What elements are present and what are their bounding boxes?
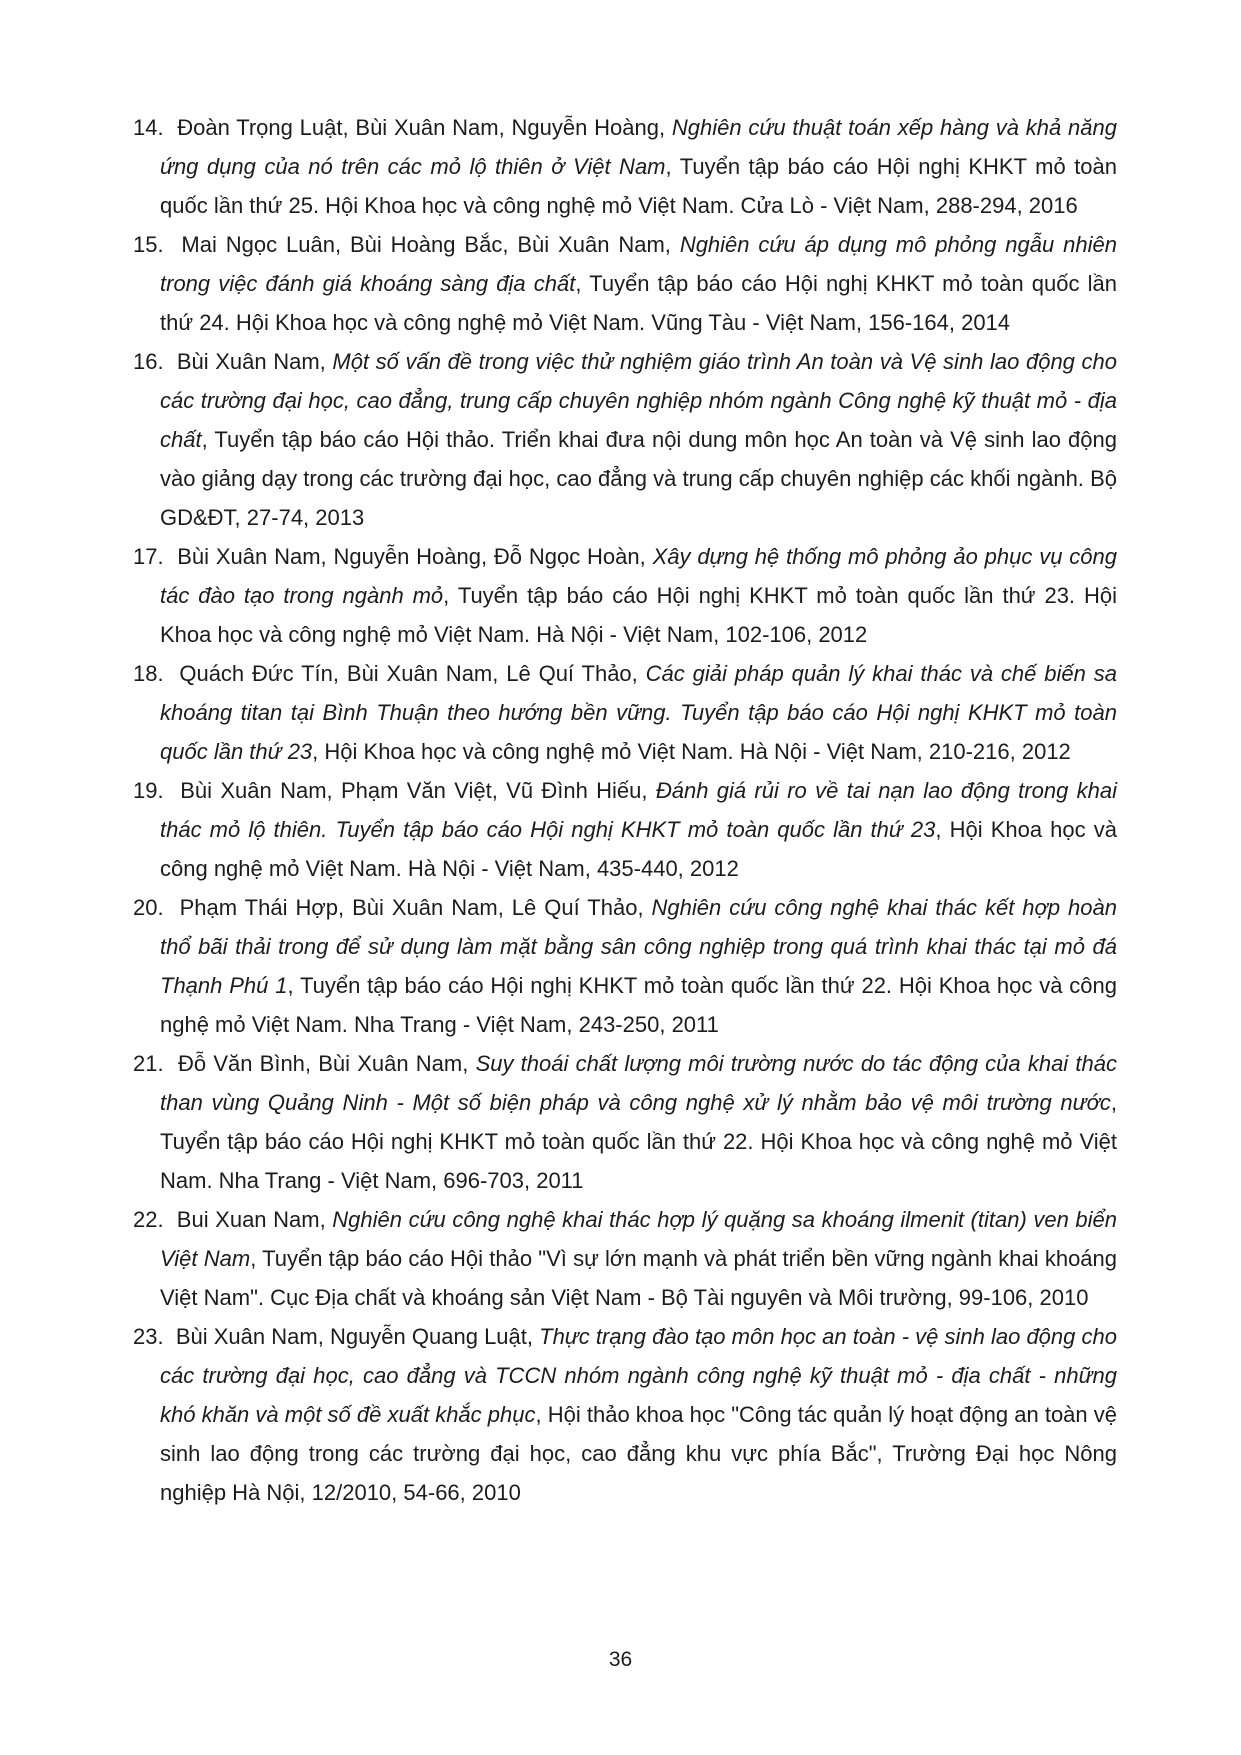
reference-text-segment: Đỗ Văn Bình, Bùi Xuân Nam,	[178, 1051, 476, 1076]
reference-item	[133, 537, 1117, 654]
reference-text-segment: , Tuyển tập báo cáo Hội nghị KHKT mỏ toàn quốc lần thứ 24. Hội Khoa học và công nghệ mỏ Việt Nam. Vũng Tàu - Việt Nam, 156-164, 2014	[160, 271, 1117, 335]
reference-number: 14.	[133, 115, 164, 140]
reference-item	[133, 888, 1117, 1044]
reference-text-segment: Đoàn Trọng Luật, Bùi Xuân Nam, Nguyễn Hoàng,	[177, 115, 672, 140]
reference-text-segment: , Tuyển tập báo cáo Hội nghị KHKT mỏ toàn quốc lần thứ 23. Hội Khoa học và công nghệ mỏ Việt Nam. Hà Nội - Việt Nam, 102-106, 2012	[160, 583, 1117, 647]
reference-item	[133, 225, 1117, 342]
reference-text-segment: Bui Xuan Nam,	[176, 1207, 333, 1232]
reference-number: 21.	[133, 1051, 164, 1076]
reference-text-segment: , Hội Khoa học và công nghệ mỏ Việt Nam. Hà Nội - Việt Nam, 210-216, 2012	[312, 739, 1071, 764]
reference-text-segment: , Tuyển tập báo cáo Hội thảo "Vì sự lớn mạnh và phát triển bền vững ngành khai khoáng Việt Nam". Cục Địa chất và khoáng sản Việt Nam - Bộ Tài nguyên và Môi trường, 99-106, 2010	[160, 1246, 1118, 1310]
reference-title-segment: Nghiên cứu áp dụng mô phỏng ngẫu nhiên trong việc đánh giá khoáng sàng địa chất	[160, 232, 1117, 296]
reference-text-segment: Mai Ngọc Luân, Bùi Hoàng Bắc, Bùi Xuân Nam,	[181, 232, 680, 257]
reference-number: 18.	[133, 661, 164, 686]
reference-text-segment: Quách Đức Tín, Bùi Xuân Nam, Lê Quí Thảo,	[179, 661, 646, 686]
reference-title-segment: Một số vấn đề trong việc thử nghiệm giáo trình An toàn và Vệ sinh lao động cho các trường đại học, cao đẳng, trung cấp chuyên nghiệp nhóm ngành Công nghệ kỹ thuật mỏ - địa chất	[160, 349, 1117, 452]
reference-number: 20.	[133, 895, 164, 920]
reference-number: 16.	[133, 349, 164, 374]
reference-title-segment: Nghiên cứu công nghệ khai thác kết hợp hoàn thổ bãi thải trong để sử dụng làm mặt bằng sân công nghiệp trong quá trình khai thác tại mỏ đá Thạnh Phú 1	[160, 895, 1117, 998]
page-number: 36	[608, 1648, 633, 1671]
reference-title-segment: Nghiên cứu thuật toán xếp hàng và khả năng ứng dụng của nó trên các mỏ lộ thiên ở Việt Nam	[160, 115, 1117, 179]
reference-title-segment: Suy thoái chất lượng môi trường nước do tác động của khai thác than vùng Quảng Ninh - Một số biện pháp và công nghệ xử lý nhằm bảo vệ môi trường nước	[160, 1051, 1117, 1115]
reference-title-segment: Các giải pháp quản lý khai thác và chế biến sa khoáng titan tại Bình Thuận theo hướng bền vững. Tuyển tập báo cáo Hội nghị KHKT mỏ toàn quốc lần thứ 23	[160, 661, 1117, 764]
reference-number: 19.	[133, 778, 164, 803]
reference-title-segment: Nghiên cứu công nghệ khai thác hợp lý quặng sa khoáng ilmenit (titan) ven biển Việt Nam	[160, 1207, 1117, 1271]
reference-number: 17.	[133, 544, 164, 569]
reference-list	[133, 108, 1117, 1512]
reference-text-segment: , Hội Khoa học và công nghệ mỏ Việt Nam. Hà Nội - Việt Nam, 435-440, 2012	[160, 817, 1117, 881]
reference-title-segment: Thực trạng đào tạo môn học an toàn - vệ sinh lao động cho các trường đại học, cao đẳng và TCCN nhóm ngành công nghệ kỹ thuật mỏ - địa chất - những khó khăn và một số đề xuất khắc phục	[160, 1324, 1117, 1427]
reference-title-segment: Xây dựng hệ thống mô phỏng ảo phục vụ công tác đào tạo trong ngành mỏ	[160, 544, 1117, 608]
reference-number: 23.	[133, 1324, 164, 1349]
reference-item	[133, 771, 1117, 888]
reference-item	[133, 1200, 1117, 1317]
reference-item	[133, 1044, 1117, 1200]
reference-text-segment: Phạm Thái Hợp, Bùi Xuân Nam, Lê Quí Thảo,	[179, 895, 652, 920]
reference-text-segment: , Hội thảo khoa học "Công tác quản lý hoạt động an toàn vệ sinh lao động trong các trường đại học, cao đẳng khu vực phía Bắc", Trường Đại học Nông nghiệp Hà Nội, 12/2010, 54-66, 2010	[160, 1402, 1118, 1505]
reference-number: 22.	[133, 1207, 164, 1232]
reference-text-segment: , Tuyển tập báo cáo Hội nghị KHKT mỏ toàn quốc lần thứ 22. Hội Khoa học và công nghệ mỏ Việt Nam. Nha Trang - Việt Nam, 696-703, 2011	[160, 1090, 1117, 1193]
reference-text-segment: , Tuyển tập báo cáo Hội nghị KHKT mỏ toàn quốc lần thứ 22. Hội Khoa học và công nghệ mỏ Việt Nam. Nha Trang - Việt Nam, 243-250, 2011	[160, 973, 1117, 1037]
reference-text-segment: , Tuyển tập báo cáo Hội thảo. Triển khai đưa nội dung môn học An toàn và Vệ sinh lao động vào giảng dạy trong các trường đại học, cao đẳng và trung cấp chuyên nghiệp các khối ngành. Bộ GD&ĐT, 27-74, 2013	[160, 427, 1117, 530]
reference-text-segment: Bùi Xuân Nam, Nguyễn Quang Luật,	[175, 1324, 540, 1349]
reference-text-segment: Bùi Xuân Nam, Nguyễn Hoàng, Đỗ Ngọc Hoàn,	[177, 544, 653, 569]
reference-text-segment: , Tuyển tập báo cáo Hội nghị KHKT mỏ toàn quốc lần thứ 25. Hội Khoa học và công nghệ mỏ Việt Nam. Cửa Lò - Việt Nam, 288-294, 2016	[160, 154, 1118, 218]
reference-item	[133, 654, 1117, 771]
reference-item	[133, 108, 1117, 225]
reference-number: 15.	[133, 232, 164, 257]
reference-item	[133, 342, 1117, 537]
reference-text-segment: Bùi Xuân Nam,	[176, 349, 333, 374]
reference-item	[133, 1317, 1117, 1512]
reference-title-segment: Đánh giá rủi ro về tai nạn lao động trong khai thác mỏ lộ thiên. Tuyển tập báo cáo Hội nghị KHKT mỏ toàn quốc lần thứ 23	[160, 778, 1117, 842]
reference-text-segment: Bùi Xuân Nam, Phạm Văn Việt, Vũ Đình Hiếu,	[180, 778, 656, 803]
